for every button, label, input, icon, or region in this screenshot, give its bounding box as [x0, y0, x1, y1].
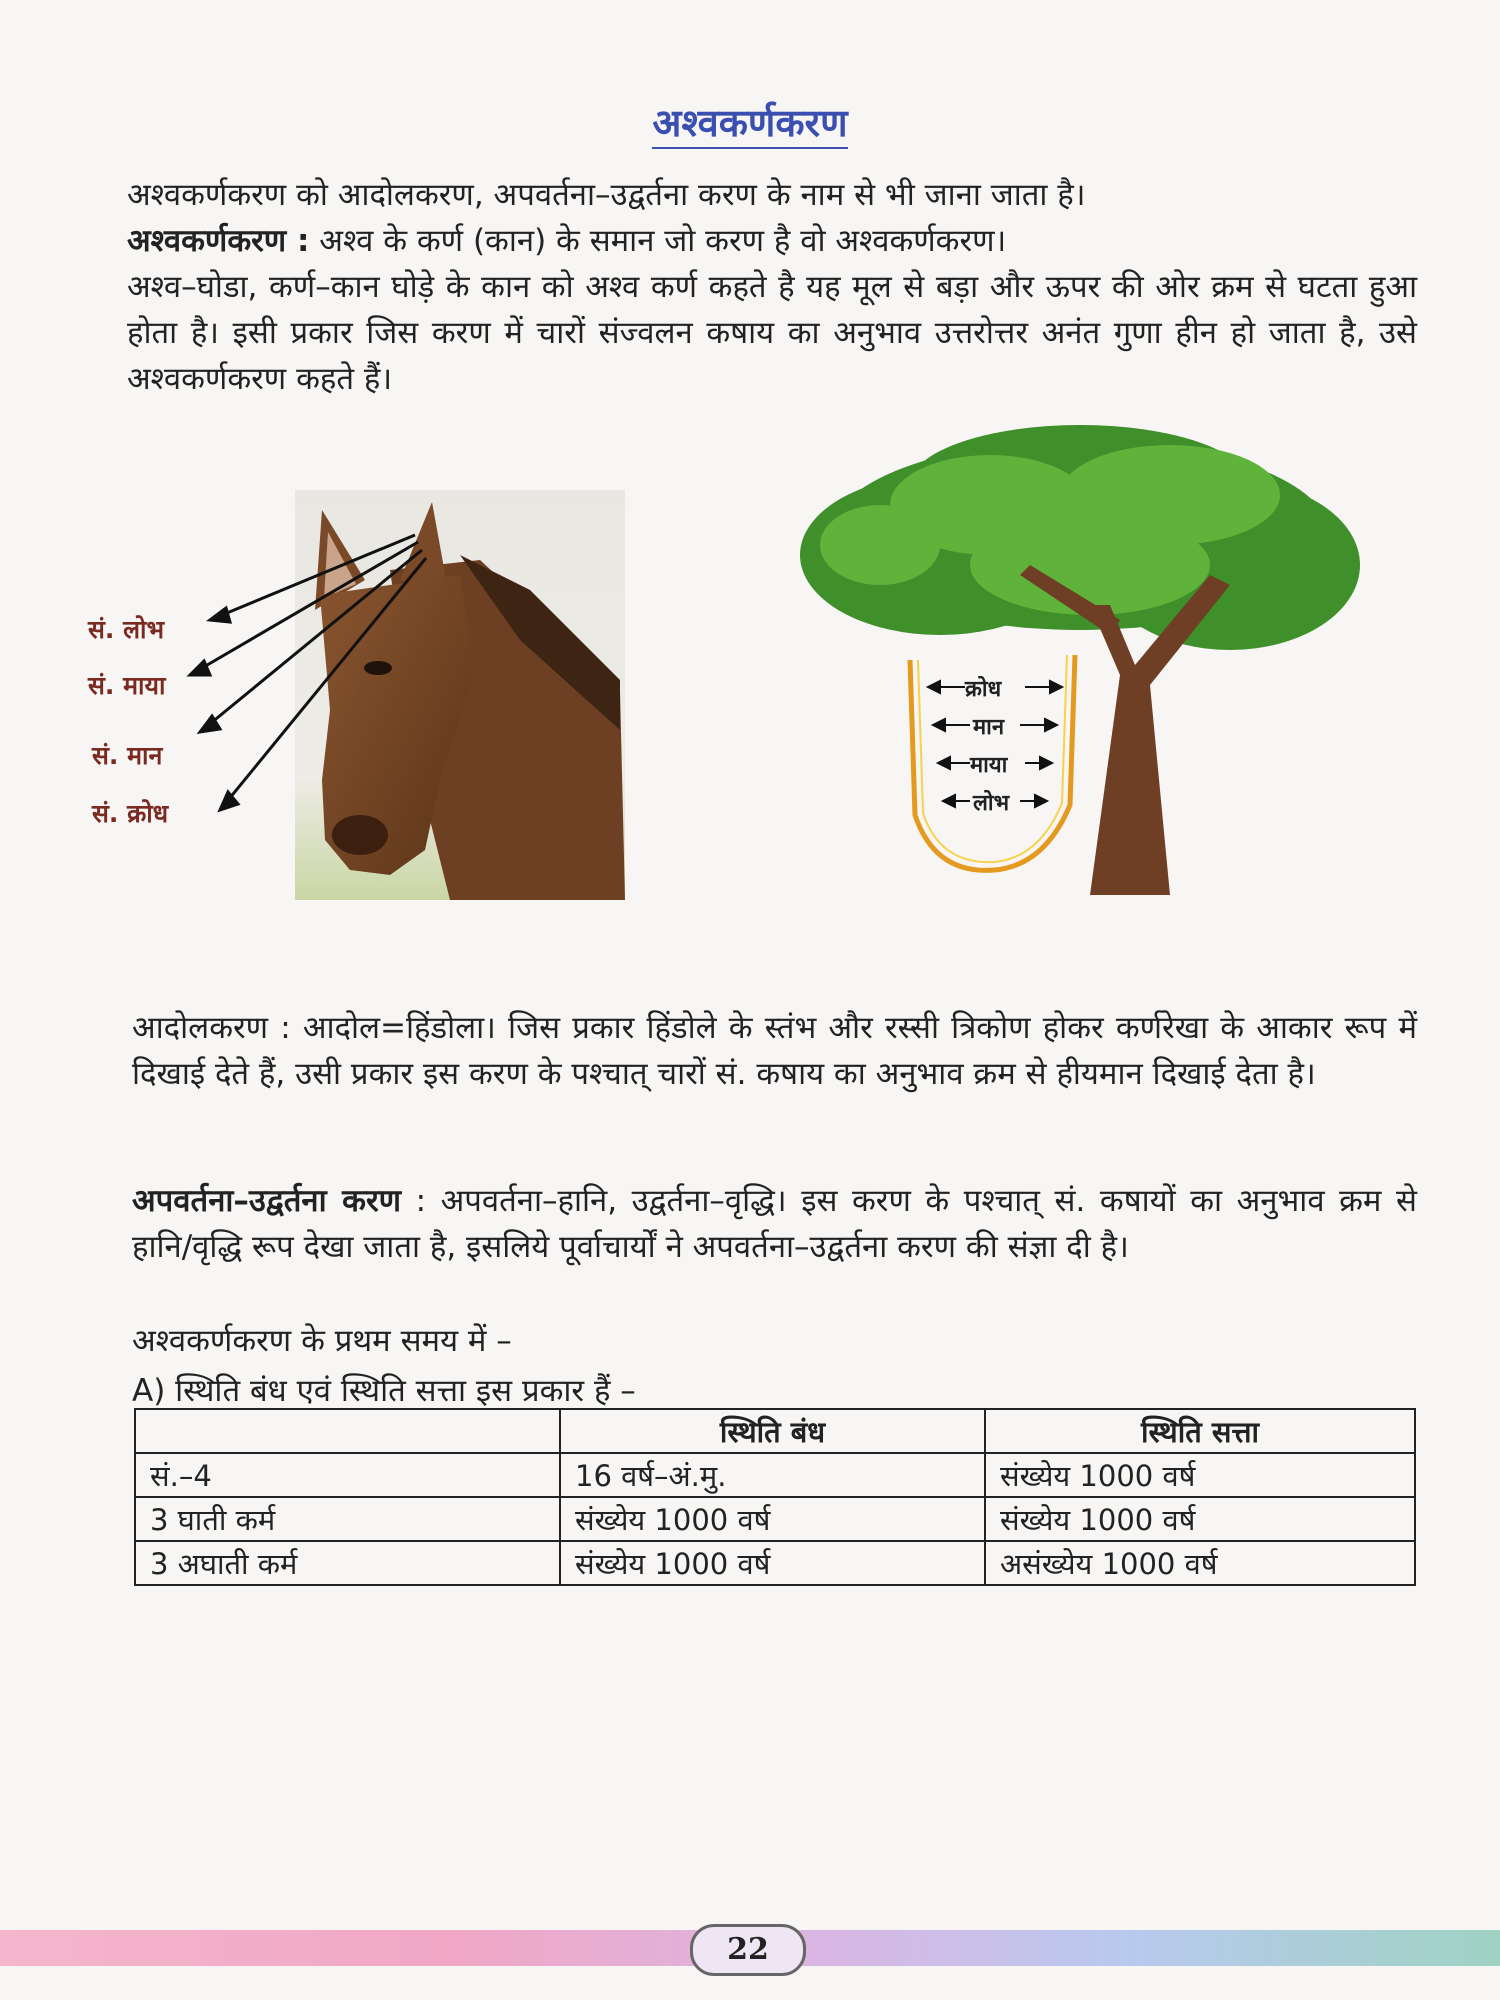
table-cell: असंख्येय 1000 वर्ष [985, 1541, 1415, 1585]
horse-label-krodh: सं. क्रोध [92, 799, 169, 828]
tree-image [790, 425, 1370, 895]
horse-label-lobh: सं. लोभ [88, 615, 165, 644]
page-number: 22 [690, 1924, 806, 1976]
table-cell: संख्येय 1000 वर्ष [560, 1541, 985, 1585]
tree-label-maan: मान [973, 715, 1005, 740]
intro-paragraph [127, 172, 1417, 402]
table-header-cell [135, 1409, 560, 1453]
sthiti-table [134, 1408, 1416, 1586]
tree-label-maya: माया [970, 753, 1008, 778]
table-header-cell: स्थिति सत्ता [985, 1409, 1415, 1453]
tree-label-krodh: क्रोध [965, 677, 1002, 702]
apvartana-term: अपवर्तना–उद्वर्तना करण [132, 1183, 402, 1219]
table-header-cell: स्थिति बंध [560, 1409, 985, 1453]
table-cell: 3 घाती कर्म [135, 1497, 560, 1541]
definition-text: अश्व के कर्ण (कान) के समान जो करण है वो अश्वकर्णकरण। [309, 223, 1007, 259]
definition-line [127, 218, 1417, 264]
table-cell: संख्येय 1000 वर्ष [985, 1497, 1415, 1541]
horse-label-maya: सं. माया [88, 671, 166, 700]
intro-line1: अश्वकर्णकरण को आदोलकरण, अपवर्तना–उद्वर्तना करण के नाम से भी जाना जाता है। [127, 177, 1086, 213]
tree-figure [790, 425, 1370, 895]
adol-paragraph: आदोलकरण : आदोल=हिंडोला। जिस प्रकार हिंडोले के स्तंभ और रस्सी त्रिकोण होकर कर्णरेखा के आकार रूप में दिखाई देते हैं, उसी प्रकार इस करण के पश्चात् चारों सं. कषाय का अनुभाव क्रम से हीयमान दिखाई देता है। [132, 1010, 1417, 1092]
table-header-row [135, 1409, 1415, 1453]
table-cell: संख्येय 1000 वर्ष [560, 1497, 985, 1541]
first-time-line: अश्वकर्णकरण के प्रथम समय में – [132, 1323, 512, 1359]
apvartana-paragraph [132, 1178, 1417, 1270]
definition-term: अश्वकर्णकरण : [127, 223, 310, 259]
apvartana-text: : अपवर्तना–हानि, उद्वर्तना–वृद्धि। इस करण के पश्चात् सं. कषायों का अनुभाव क्रम से हानि/वृद्धि रूप देखा जाता है, इसलिये पूर्वाचार्यों ने अपवर्तना–उद्वर्तना करण की संज्ञा दी है। [132, 1183, 1417, 1265]
table-cell: 16 वर्ष–अं.मु. [560, 1453, 985, 1497]
table-cell: 3 अघाती कर्म [135, 1541, 560, 1585]
table-row [135, 1453, 1415, 1497]
horse-label-maan: सं. मान [92, 741, 163, 770]
table-cell: सं.–4 [135, 1453, 560, 1497]
explanation-text: अश्व–घोडा, कर्ण–कान घोड़े के कान को अश्व कर्ण कहते है यह मूल से बड़ा और ऊपर की ओर क्रम से घटता हुआ होता है। इसी प्रकार जिस करण में चारों संज्वलन कषाय का अनुभाव उत्तरोत्तर अनंत गुणा हीन हो जाता है, उसे अश्वकर्णकरण कहते हैं। [127, 269, 1417, 397]
table-row [135, 1497, 1415, 1541]
table-cell: संख्येय 1000 वर्ष [985, 1453, 1415, 1497]
table-row [135, 1541, 1415, 1585]
section-a-line: A) स्थिति बंध एवं स्थिति सत्ता इस प्रकार हैं – [132, 1373, 636, 1409]
page-title: अश्वकर्णकरण [0, 96, 1500, 148]
tree-label-lobh: लोभ [973, 791, 1010, 816]
